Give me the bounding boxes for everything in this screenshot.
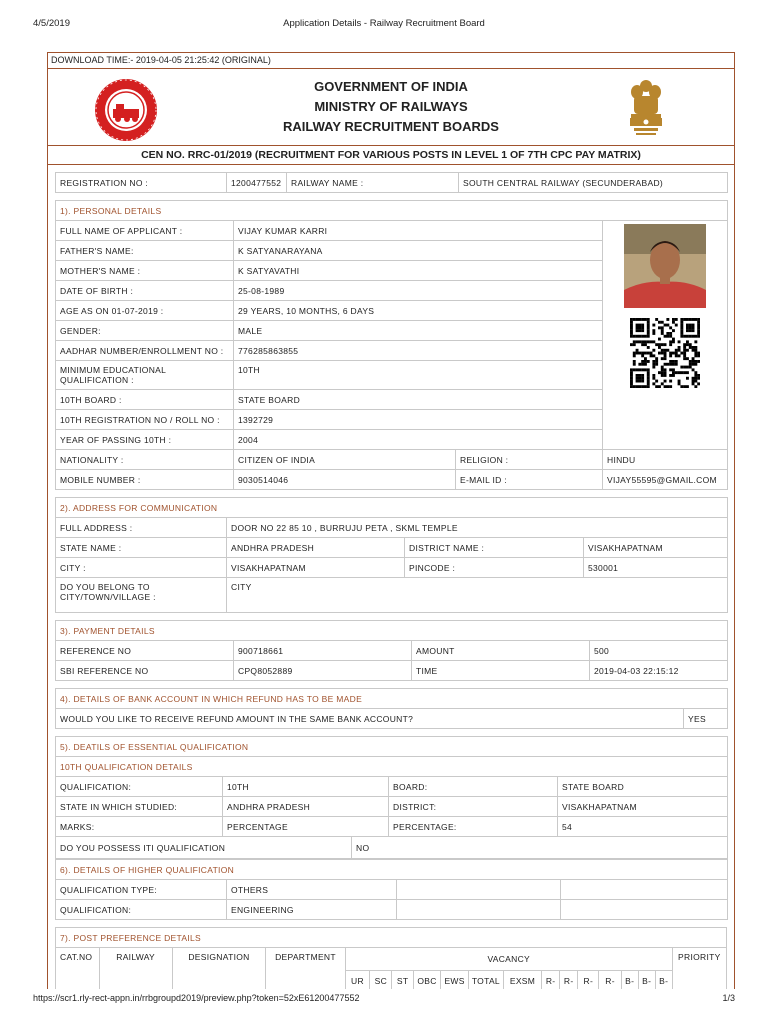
table-row <box>56 450 728 470</box>
vacancy-col-b3: B- <box>655 970 672 989</box>
address-heading: 2). ADDRESS FOR COMMUNICATION <box>56 498 728 518</box>
railway-name-label: RAILWAY NAME : <box>287 173 459 193</box>
department-header: DEPARTMENT <box>266 948 346 990</box>
download-time: DOWNLOAD TIME:- 2019-04-05 21:25:42 (ORIGINAL) <box>48 53 734 69</box>
section-title-row <box>56 757 728 777</box>
section-title-row <box>56 860 728 880</box>
vacancy-col-r4: R- <box>599 970 621 989</box>
vacancy-col-r3: R- <box>578 970 599 989</box>
table-row <box>56 817 728 837</box>
vacancy-col-b1: B- <box>621 970 638 989</box>
personal-value: 776285863855 <box>234 341 603 361</box>
page-number: 1/3 <box>722 993 735 1003</box>
vacancy-col-r2: R- <box>560 970 578 989</box>
city-value: VISAKHAPATNAM <box>227 558 405 578</box>
vacancy-col-st: ST <box>392 970 413 989</box>
bank-table <box>55 688 728 729</box>
vacancy-col-exsm: EXSM <box>503 970 541 989</box>
personal-details-heading: 1). PERSONAL DETAILS <box>56 201 728 221</box>
marks-label: MARKS: <box>56 817 223 837</box>
iti-label: DO YOU POSSESS ITI QUALIFICATION <box>56 837 352 859</box>
personal-value: K SATYANARAYANA <box>234 241 603 261</box>
qualification-type-value: OTHERS <box>227 880 397 900</box>
table-row <box>56 470 728 490</box>
personal-label: AADHAR NUMBER/ENROLLMENT NO : <box>56 341 234 361</box>
personal-value: MALE <box>234 321 603 341</box>
belong-label: DO YOU BELONG TO CITY/TOWN/VILLAGE : <box>56 578 227 613</box>
email-label: E-MAIL ID : <box>456 470 603 490</box>
city-label: CITY : <box>56 558 227 578</box>
table-row <box>56 641 728 661</box>
time-value: 2019-04-03 22:15:12 <box>590 661 728 681</box>
nationality-label: NATIONALITY : <box>56 450 234 470</box>
board-value: STATE BOARD <box>558 777 728 797</box>
personal-label: 10TH REGISTRATION NO / ROLL NO : <box>56 410 234 430</box>
table-row <box>56 558 728 578</box>
religion-value: HINDU <box>603 450 728 470</box>
mobile-value: 9030514046 <box>234 470 456 490</box>
personal-label: MOTHER'S NAME : <box>56 261 234 281</box>
table-row <box>56 777 728 797</box>
vacancy-col-ews: EWS <box>441 970 469 989</box>
designation-header: DESIGNATION <box>172 948 265 990</box>
personal-label: FATHER'S NAME: <box>56 241 234 261</box>
personal-label: GENDER: <box>56 321 234 341</box>
percentage-label: PERCENTAGE: <box>389 817 558 837</box>
state-name-label: STATE NAME : <box>56 538 227 558</box>
reference-no-value: 900718661 <box>234 641 412 661</box>
personal-value: STATE BOARD <box>234 390 603 410</box>
priority-header: PRIORITY <box>672 948 726 990</box>
table-row <box>56 900 728 920</box>
print-footer <box>33 993 735 1007</box>
photo-qr-cell <box>603 221 728 450</box>
personal-value: K SATYAVATHI <box>234 261 603 281</box>
district-name-label: DISTRICT NAME : <box>405 538 584 558</box>
personal-label: MINIMUM EDUCATIONAL QUALIFICATION : <box>56 361 234 390</box>
vacancy-header: VACANCY <box>345 948 672 971</box>
print-date: 4/5/2019 <box>33 18 70 29</box>
personal-label: YEAR OF PASSING 10TH : <box>56 430 234 450</box>
qualification-label: QUALIFICATION: <box>56 777 223 797</box>
vacancy-col-r1: R- <box>542 970 560 989</box>
personal-label: FULL NAME OF APPLICANT : <box>56 221 234 241</box>
personal-value: VIJAY KUMAR KARRI <box>234 221 603 241</box>
qr-code-icon <box>630 318 700 388</box>
amount-value: 500 <box>590 641 728 661</box>
personal-label: DATE OF BIRTH : <box>56 281 234 301</box>
table-row <box>56 518 728 538</box>
reference-no-label: REFERENCE NO <box>56 641 234 661</box>
payment-table <box>55 620 728 681</box>
refund-answer: YES <box>684 709 728 729</box>
section-title-row <box>56 737 728 757</box>
section-title-row <box>56 689 728 709</box>
print-title: Application Details - Railway Recruitment Board <box>283 18 485 29</box>
table-row <box>56 661 728 681</box>
railway-header: RAILWAY <box>99 948 172 990</box>
personal-value: 25-08-1989 <box>234 281 603 301</box>
section-title-row <box>56 621 728 641</box>
vacancy-col-sc: SC <box>370 970 392 989</box>
pincode-label: PINCODE : <box>405 558 584 578</box>
cen-title: CEN NO. RRC-01/2019 (RECRUITMENT FOR VARIOUS POSTS IN LEVEL 1 OF 7TH CPC PAY MATRIX) <box>48 146 734 165</box>
qualification-value: 10TH <box>223 777 389 797</box>
refund-question: WOULD YOU LIKE TO RECEIVE REFUND AMOUNT IN THE SAME BANK ACCOUNT? <box>56 709 684 729</box>
applicant-photo <box>624 224 706 308</box>
vacancy-col-total: TOTAL <box>468 970 503 989</box>
district-name-value: VISAKHAPATNAM <box>584 538 728 558</box>
marks-value: PERCENTAGE <box>223 817 389 837</box>
iti-value: NO <box>352 837 728 859</box>
district-value: VISAKHAPATNAM <box>558 797 728 817</box>
railway-name-value: SOUTH CENTRAL RAILWAY (SECUNDERABAD) <box>459 173 728 193</box>
personal-value: 29 YEARS, 10 MONTHS, 6 DAYS <box>234 301 603 321</box>
email-value: VIJAY55595@GMAIL.COM <box>603 470 728 490</box>
full-address-label: FULL ADDRESS : <box>56 518 227 538</box>
header-line-3: RAILWAY RECRUITMENT BOARDS <box>283 119 499 134</box>
higher-qualification-value: ENGINEERING <box>227 900 397 920</box>
section-title-row <box>56 498 728 518</box>
sbi-reference-value: CPQ8052889 <box>234 661 412 681</box>
time-label: TIME <box>412 661 590 681</box>
table-row <box>56 221 728 241</box>
document-header <box>48 69 734 146</box>
section-title-row <box>56 201 728 221</box>
state-name-value: ANDHRA PRADESH <box>227 538 405 558</box>
board-label: BOARD: <box>389 777 558 797</box>
district-label: DISTRICT: <box>389 797 558 817</box>
post-preference-table <box>55 927 727 989</box>
section-title-row <box>56 928 727 948</box>
table-row <box>56 578 728 613</box>
vacancy-col-ur: UR <box>345 970 369 989</box>
amount-label: AMOUNT <box>412 641 590 661</box>
application-document <box>47 52 735 989</box>
personal-details-table <box>55 200 728 490</box>
higher-qualification-table <box>55 859 728 920</box>
personal-value: 10TH <box>234 361 603 390</box>
bank-heading: 4). DETAILS OF BANK ACCOUNT IN WHICH REFUND HAS TO BE MADE <box>56 689 728 709</box>
table-row <box>56 880 728 900</box>
cat-no-header: CAT.NO <box>56 948 100 990</box>
mobile-label: MOBILE NUMBER : <box>56 470 234 490</box>
percentage-value: 54 <box>558 817 728 837</box>
religion-label: RELIGION : <box>456 450 603 470</box>
table-row <box>56 709 728 729</box>
personal-value: 1392729 <box>234 410 603 430</box>
belong-value: CITY <box>227 578 728 613</box>
table-row <box>56 837 728 859</box>
qualification-type-label: QUALIFICATION TYPE: <box>56 880 227 900</box>
post-preference-heading: 7). POST PREFERENCE DETAILS <box>56 928 727 948</box>
table-row <box>56 173 728 193</box>
tenth-heading: 10TH QUALIFICATION DETAILS <box>56 757 728 777</box>
full-address-value: DOOR NO 22 85 10 , BURRUJU PETA , SKML TEMPLE <box>227 518 728 538</box>
print-header <box>33 18 735 32</box>
table-row <box>56 538 728 558</box>
registration-table <box>55 172 728 193</box>
address-table <box>55 497 728 613</box>
essential-heading: 5). DEATILS OF ESSENTIAL QUALIFICATION <box>56 737 728 757</box>
vacancy-col-obc: OBC <box>413 970 441 989</box>
registration-no-label: REGISTRATION NO : <box>56 173 227 193</box>
personal-label: AGE AS ON 01-07-2019 : <box>56 301 234 321</box>
header-line-1: GOVERNMENT OF INDIA <box>314 79 468 94</box>
essential-qualification-table <box>55 736 728 859</box>
pincode-value: 530001 <box>584 558 728 578</box>
sbi-reference-label: SBI REFERENCE NO <box>56 661 234 681</box>
state-studied-value: ANDHRA PRADESH <box>223 797 389 817</box>
personal-value: 2004 <box>234 430 603 450</box>
ashoka-emblem-icon <box>626 76 666 140</box>
post-header-row <box>56 948 727 971</box>
header-line-2: MINISTRY OF RAILWAYS <box>314 99 468 114</box>
payment-heading: 3). PAYMENT DETAILS <box>56 621 728 641</box>
registration-no-value: 1200477552 <box>227 173 287 193</box>
vacancy-col-b2: B- <box>638 970 655 989</box>
higher-heading: 6). DETAILS OF HIGHER QUALIFICATION <box>56 860 728 880</box>
table-row <box>56 797 728 817</box>
higher-qualification-label: QUALIFICATION: <box>56 900 227 920</box>
state-studied-label: STATE IN WHICH STUDIED: <box>56 797 223 817</box>
nationality-value: CITIZEN OF INDIA <box>234 450 456 470</box>
page-url: https://scr1.rly-rect-appn.in/rrbgroupd2019/preview.php?token=52xE61200477552 <box>33 993 360 1003</box>
personal-label: 10TH BOARD : <box>56 390 234 410</box>
